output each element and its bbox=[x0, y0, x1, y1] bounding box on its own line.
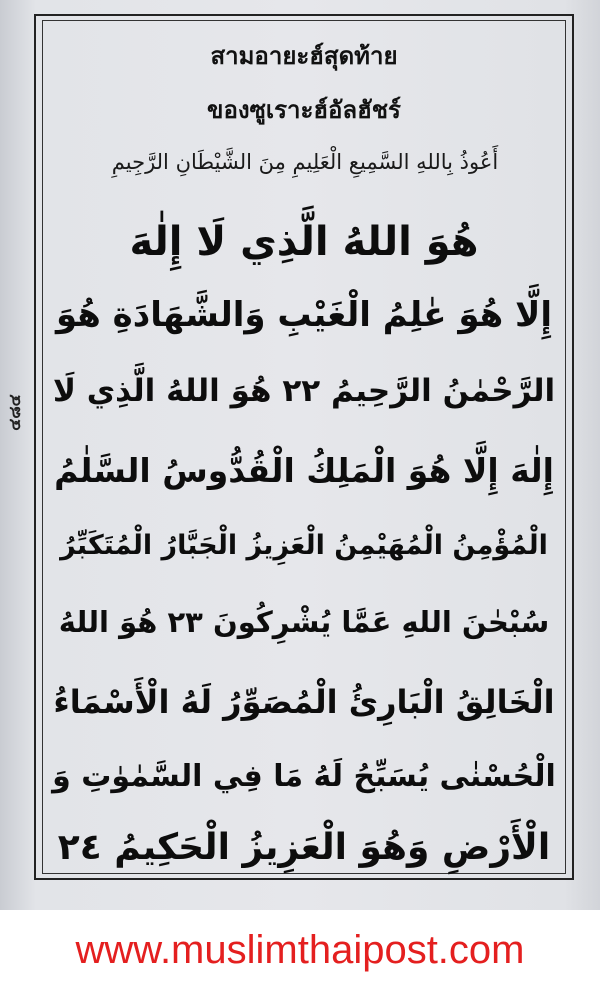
verse-line: الْخَالِقُ الْبَارِئُ الْمُصَوِّرُ لَهُ الْأَسْمَاءُ bbox=[53, 683, 555, 721]
verse-line: إِلَّا هُوَ عٰلِمُ الْغَيْبِ وَالشَّهَادَةِ هُوَ bbox=[55, 295, 553, 335]
title-line-2: ของซูเราะฮ์อัลฮัชร์ bbox=[207, 96, 401, 124]
verse-line: الرَّحْمٰنُ الرَّحِيمُ ٢٢ هُوَ اللهُ الَّذِي لَا bbox=[52, 373, 556, 409]
page-number bbox=[4, 372, 26, 452]
verse-line: الْمُؤْمِنُ الْمُهَيْمِنُ الْعَزِيزُ الْجَبَّارُ الْمُتَكَبِّرُ bbox=[60, 530, 548, 561]
page-border-inner bbox=[42, 20, 566, 874]
page-number-text: ๔๘๔ bbox=[4, 393, 24, 431]
verse-line: الْحُسْنٰى يُسَبِّحُ لَهُ مَا فِي السَّمٰوٰتِ وَ bbox=[52, 759, 556, 794]
verse-line: الْأَرْضِ وَهُوَ الْعَزِيزُ الْحَكِيمُ ٢٤ bbox=[57, 827, 551, 868]
taawwudh-line: أَعُوذُ بِاللهِ السَّمِيعِ الْعَلِيمِ مِنَ الشَّيْطَانِ الرَّجِيمِ bbox=[111, 150, 499, 174]
verse-line: هُوَ اللهُ الَّذِي لَا إِلٰهَ bbox=[129, 219, 479, 265]
website-url[interactable]: www.muslimthaipost.com bbox=[75, 927, 525, 972]
verse-line: إِلٰهَ إِلَّا هُوَ الْمَلِكُ الْقُدُّوسُ السَّلٰمُ bbox=[54, 451, 554, 490]
footer-banner bbox=[0, 910, 600, 990]
title-line-1: สามอายะฮ์สุดท้าย bbox=[210, 42, 398, 70]
verse-line: سُبْحٰنَ اللهِ عَمَّا يُشْرِكُونَ ٢٣ هُوَ اللهُ bbox=[58, 605, 550, 639]
